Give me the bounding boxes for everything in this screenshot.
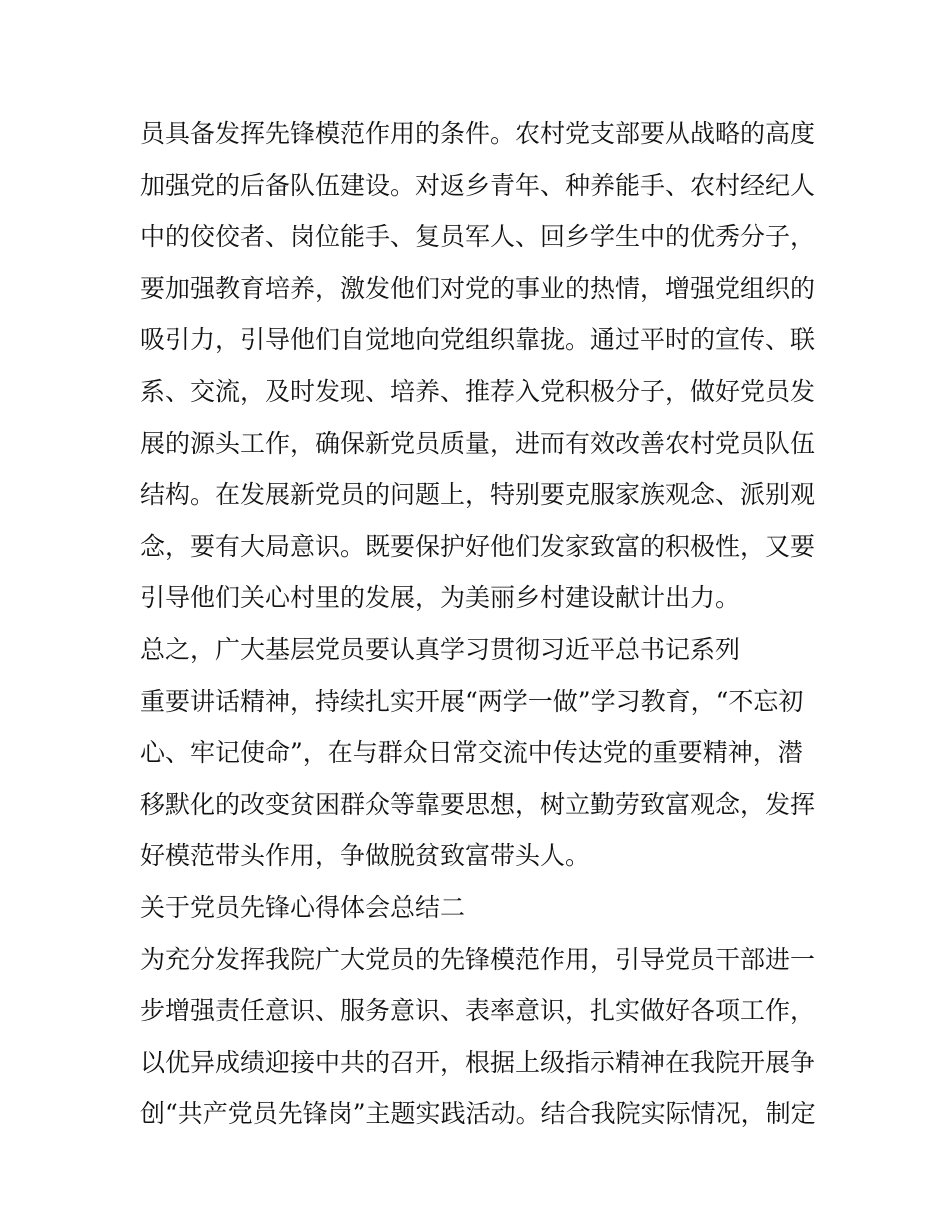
text-line: 员具备发挥先锋模范作用的条件。农村党支部要从战略的高度 — [140, 119, 816, 148]
text-line: 重要讲话精神，持续扎实开展“两学一做”学习教育，“不忘初 — [140, 686, 804, 716]
text-line: 引导他们关心村里的发展，为美丽乡村建设献计出力。 — [140, 583, 741, 613]
text-line: 系、交流，及时发现、培养、推荐入党积极分子，做好党员发 — [140, 376, 816, 406]
text-line: 好模范带头作用，争做脱贫致富带头人。 — [140, 841, 591, 871]
text-line: 为充分发挥我院广大党员的先锋模范作用，引导党员干部进一 — [140, 944, 816, 974]
text-line: 结构。在发展新党员的问题上，特别要克服家族观念、派别观 — [140, 480, 816, 510]
body-text — [140, 108, 820, 1140]
text-line: 移默化的改变贫困群众等靠要思想，树立勤劳致富观念，发挥 — [140, 789, 816, 819]
text-line: 步增强责任意识、服务意识、表率意识，扎实做好各项工作， — [140, 996, 816, 1026]
text-line: 加强党的后备队伍建设。对返乡青年、种养能手、农村经纪人 — [140, 170, 816, 200]
text-line: 念，要有大局意识。既要保护好他们发家致富的积极性，又要 — [140, 531, 816, 561]
text-line: 吸引力，引导他们自觉地向党组织靠拢。通过平时的宣传、联 — [140, 325, 816, 355]
text-line: 中的佼佼者、岗位能手、复员军人、回乡学生中的优秀分子， — [140, 222, 816, 252]
section-heading: 关于党员先锋心得体会总结二 — [140, 892, 466, 922]
text-line: 心、牢记使命”，在与群众日常交流中传达党的重要精神，潜 — [140, 738, 803, 768]
text-line: 总之，广大基层党员要认真学习贯彻习近平总书记系列 — [140, 634, 741, 664]
text-line: 展的源头工作，确保新党员质量，进而有效改善农村党员队伍 — [140, 428, 816, 458]
text-line: 创“共产党员先锋岗”主题实践活动。结合我院实际情况，制定 — [140, 1099, 816, 1129]
text-line: 以优异成绩迎接中共的召开，根据上级指示精神在我院开展争 — [140, 1047, 816, 1077]
text-line: 要加强教育培养，激发他们对党的事业的热情，增强党组织的 — [140, 273, 816, 303]
